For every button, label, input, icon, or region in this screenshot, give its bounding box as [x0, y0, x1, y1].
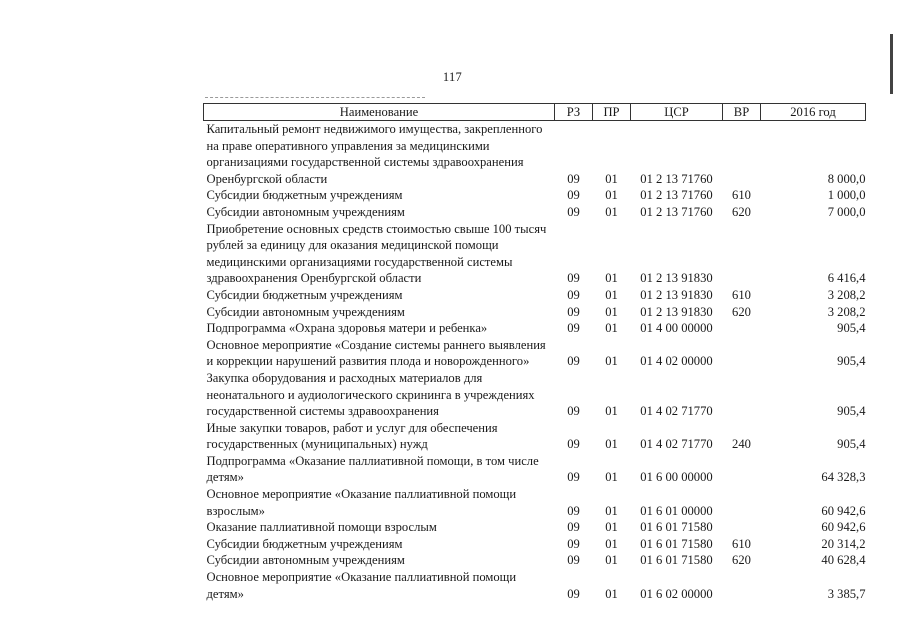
table-row	[204, 121, 866, 188]
row-amount: 3 385,7	[827, 586, 866, 601]
row-pr: 01	[605, 287, 618, 302]
row-vr	[723, 569, 761, 602]
row-name: Субсидии автономным учреждениям	[206, 204, 405, 219]
row-amount: 905,4	[837, 437, 866, 452]
row-rz: 09	[567, 437, 580, 452]
row-name: Закупка оборудования и расходных материалов для неонатального и аудиологического скрининга в учреждениях государственной системы здравоохранения	[206, 370, 535, 419]
row-vr: 610	[732, 536, 751, 551]
row-name: Подпрограмма «Охрана здоровья матери и ребенка»	[206, 321, 488, 336]
row-pr: 01	[605, 470, 618, 485]
row-pr: 01	[605, 520, 618, 535]
row-vr: 610	[732, 188, 751, 203]
row-csr: 01 4 02 00000	[640, 354, 713, 369]
header-rz: РЗ	[555, 104, 593, 121]
budget-table	[203, 103, 866, 602]
row-amount: 905,4	[837, 404, 866, 419]
row-pr: 01	[605, 321, 618, 336]
row-pr: 01	[605, 204, 618, 219]
row-rz: 09	[567, 188, 580, 203]
row-rz: 09	[567, 171, 580, 186]
row-vr	[723, 370, 761, 420]
row-pr: 01	[605, 553, 618, 568]
row-name: Субсидии бюджетным учреждениям	[206, 536, 403, 551]
header-pr: ПР	[593, 104, 631, 121]
table-row	[204, 519, 866, 536]
table-row	[204, 420, 866, 453]
row-name: Субсидии бюджетным учреждениям	[206, 188, 403, 203]
table-row	[204, 221, 866, 287]
header-name: Наименование	[204, 104, 555, 121]
row-rz: 09	[567, 553, 580, 568]
row-vr: 620	[732, 204, 751, 219]
table-header-row	[204, 104, 866, 121]
row-rz: 09	[567, 536, 580, 551]
scan-artifact-line	[205, 97, 425, 100]
row-vr: 240	[732, 437, 751, 452]
table-row	[204, 453, 866, 486]
table-row	[204, 320, 866, 337]
row-amount: 3 208,2	[827, 304, 866, 319]
header-vr: ВР	[723, 104, 761, 121]
row-name: Иные закупки товаров, работ и услуг для обеспечения государственных (муниципальных) нужд	[206, 420, 498, 452]
row-rz: 09	[567, 586, 580, 601]
row-rz: 09	[567, 321, 580, 336]
row-amount: 8 000,0	[827, 171, 866, 186]
row-csr: 01 2 13 71760	[640, 188, 713, 203]
row-amount: 64 328,3	[821, 470, 866, 485]
row-rz: 09	[567, 404, 580, 419]
row-vr	[723, 121, 761, 188]
row-amount: 3 208,2	[827, 287, 866, 302]
table-row	[204, 187, 866, 204]
row-pr: 01	[605, 437, 618, 452]
row-pr: 01	[605, 503, 618, 518]
row-rz: 09	[567, 354, 580, 369]
row-rz: 09	[567, 204, 580, 219]
row-name: Оказание паллиативной помощи взрослым	[206, 520, 437, 535]
table-row	[204, 287, 866, 304]
row-vr: 610	[732, 287, 751, 302]
table-row	[204, 337, 866, 370]
row-vr	[723, 337, 761, 370]
row-csr: 01 2 13 91830	[640, 271, 713, 286]
row-amount: 905,4	[837, 321, 866, 336]
row-csr: 01 2 13 71760	[640, 204, 713, 219]
row-csr: 01 4 02 71770	[640, 404, 713, 419]
row-pr: 01	[605, 586, 618, 601]
row-csr: 01 2 13 71760	[640, 171, 713, 186]
row-pr: 01	[605, 271, 618, 286]
row-vr	[723, 320, 761, 337]
row-name: Подпрограмма «Оказание паллиативной помощи, в том числе детям»	[206, 453, 539, 485]
row-vr	[723, 221, 761, 287]
row-csr: 01 6 01 71580	[640, 520, 713, 535]
row-pr: 01	[605, 304, 618, 319]
row-amount: 7 000,0	[827, 204, 866, 219]
row-pr: 01	[605, 171, 618, 186]
table-body	[204, 121, 866, 603]
row-csr: 01 6 01 71580	[640, 536, 713, 551]
row-pr: 01	[605, 354, 618, 369]
scan-edge-mark	[890, 34, 893, 94]
row-name: Субсидии автономным учреждениям	[206, 553, 405, 568]
row-csr: 01 4 02 71770	[640, 437, 713, 452]
table-row	[204, 204, 866, 221]
row-amount: 20 314,2	[821, 536, 866, 551]
table-row	[204, 536, 866, 553]
row-rz: 09	[567, 271, 580, 286]
row-csr: 01 6 02 00000	[640, 586, 713, 601]
table-row	[204, 486, 866, 519]
row-amount: 60 942,6	[821, 503, 866, 518]
row-csr: 01 6 01 00000	[640, 503, 713, 518]
row-name: Основное мероприятие «Оказание паллиативной помощи детям»	[206, 570, 517, 601]
row-name: Субсидии автономным учреждениям	[206, 304, 405, 319]
row-name: Основное мероприятие «Оказание паллиативной помощи взрослым»	[206, 487, 517, 518]
row-pr: 01	[605, 536, 618, 551]
row-csr: 01 2 13 91830	[640, 287, 713, 302]
row-name: Субсидии бюджетным учреждениям	[206, 287, 403, 302]
row-csr: 01 6 00 00000	[640, 470, 713, 485]
row-csr: 01 6 01 71580	[640, 553, 713, 568]
row-vr	[723, 453, 761, 486]
header-year: 2016 год	[761, 104, 866, 121]
row-pr: 01	[605, 188, 618, 203]
row-pr: 01	[605, 404, 618, 419]
row-amount: 60 942,6	[821, 520, 866, 535]
row-vr: 620	[732, 304, 751, 319]
row-amount: 6 416,4	[827, 271, 866, 286]
row-csr: 01 2 13 91830	[640, 304, 713, 319]
row-csr: 01 4 00 00000	[640, 321, 713, 336]
row-name: Приобретение основных средств стоимостью свыше 100 тысяч рублей за единицу для оказания медицинской помощи медицинскими организациями государственной системы здравоохранения Оренбургской области	[206, 221, 547, 286]
row-vr	[723, 519, 761, 536]
row-vr	[723, 486, 761, 519]
row-rz: 09	[567, 503, 580, 518]
row-rz: 09	[567, 287, 580, 302]
table-row	[204, 304, 866, 321]
row-rz: 09	[567, 304, 580, 319]
row-rz: 09	[567, 520, 580, 535]
header-csr: ЦСР	[631, 104, 723, 121]
row-vr: 620	[732, 553, 751, 568]
table-row	[204, 370, 866, 420]
row-name: Капитальный ремонт недвижимого имущества, закрепленного на праве оперативного управления за медицинскими организациями государственной системы здравоохранения Оренбургской области	[206, 122, 543, 186]
row-amount: 905,4	[837, 354, 866, 369]
table-row	[204, 552, 866, 569]
table-row	[204, 569, 866, 602]
page-number: 117	[442, 70, 463, 84]
row-rz: 09	[567, 470, 580, 485]
row-name: Основное мероприятие «Создание системы раннего выявления и коррекции нарушений развития плода и новорожденного»	[206, 337, 546, 369]
row-amount: 1 000,0	[827, 188, 866, 203]
row-amount: 40 628,4	[821, 553, 866, 568]
